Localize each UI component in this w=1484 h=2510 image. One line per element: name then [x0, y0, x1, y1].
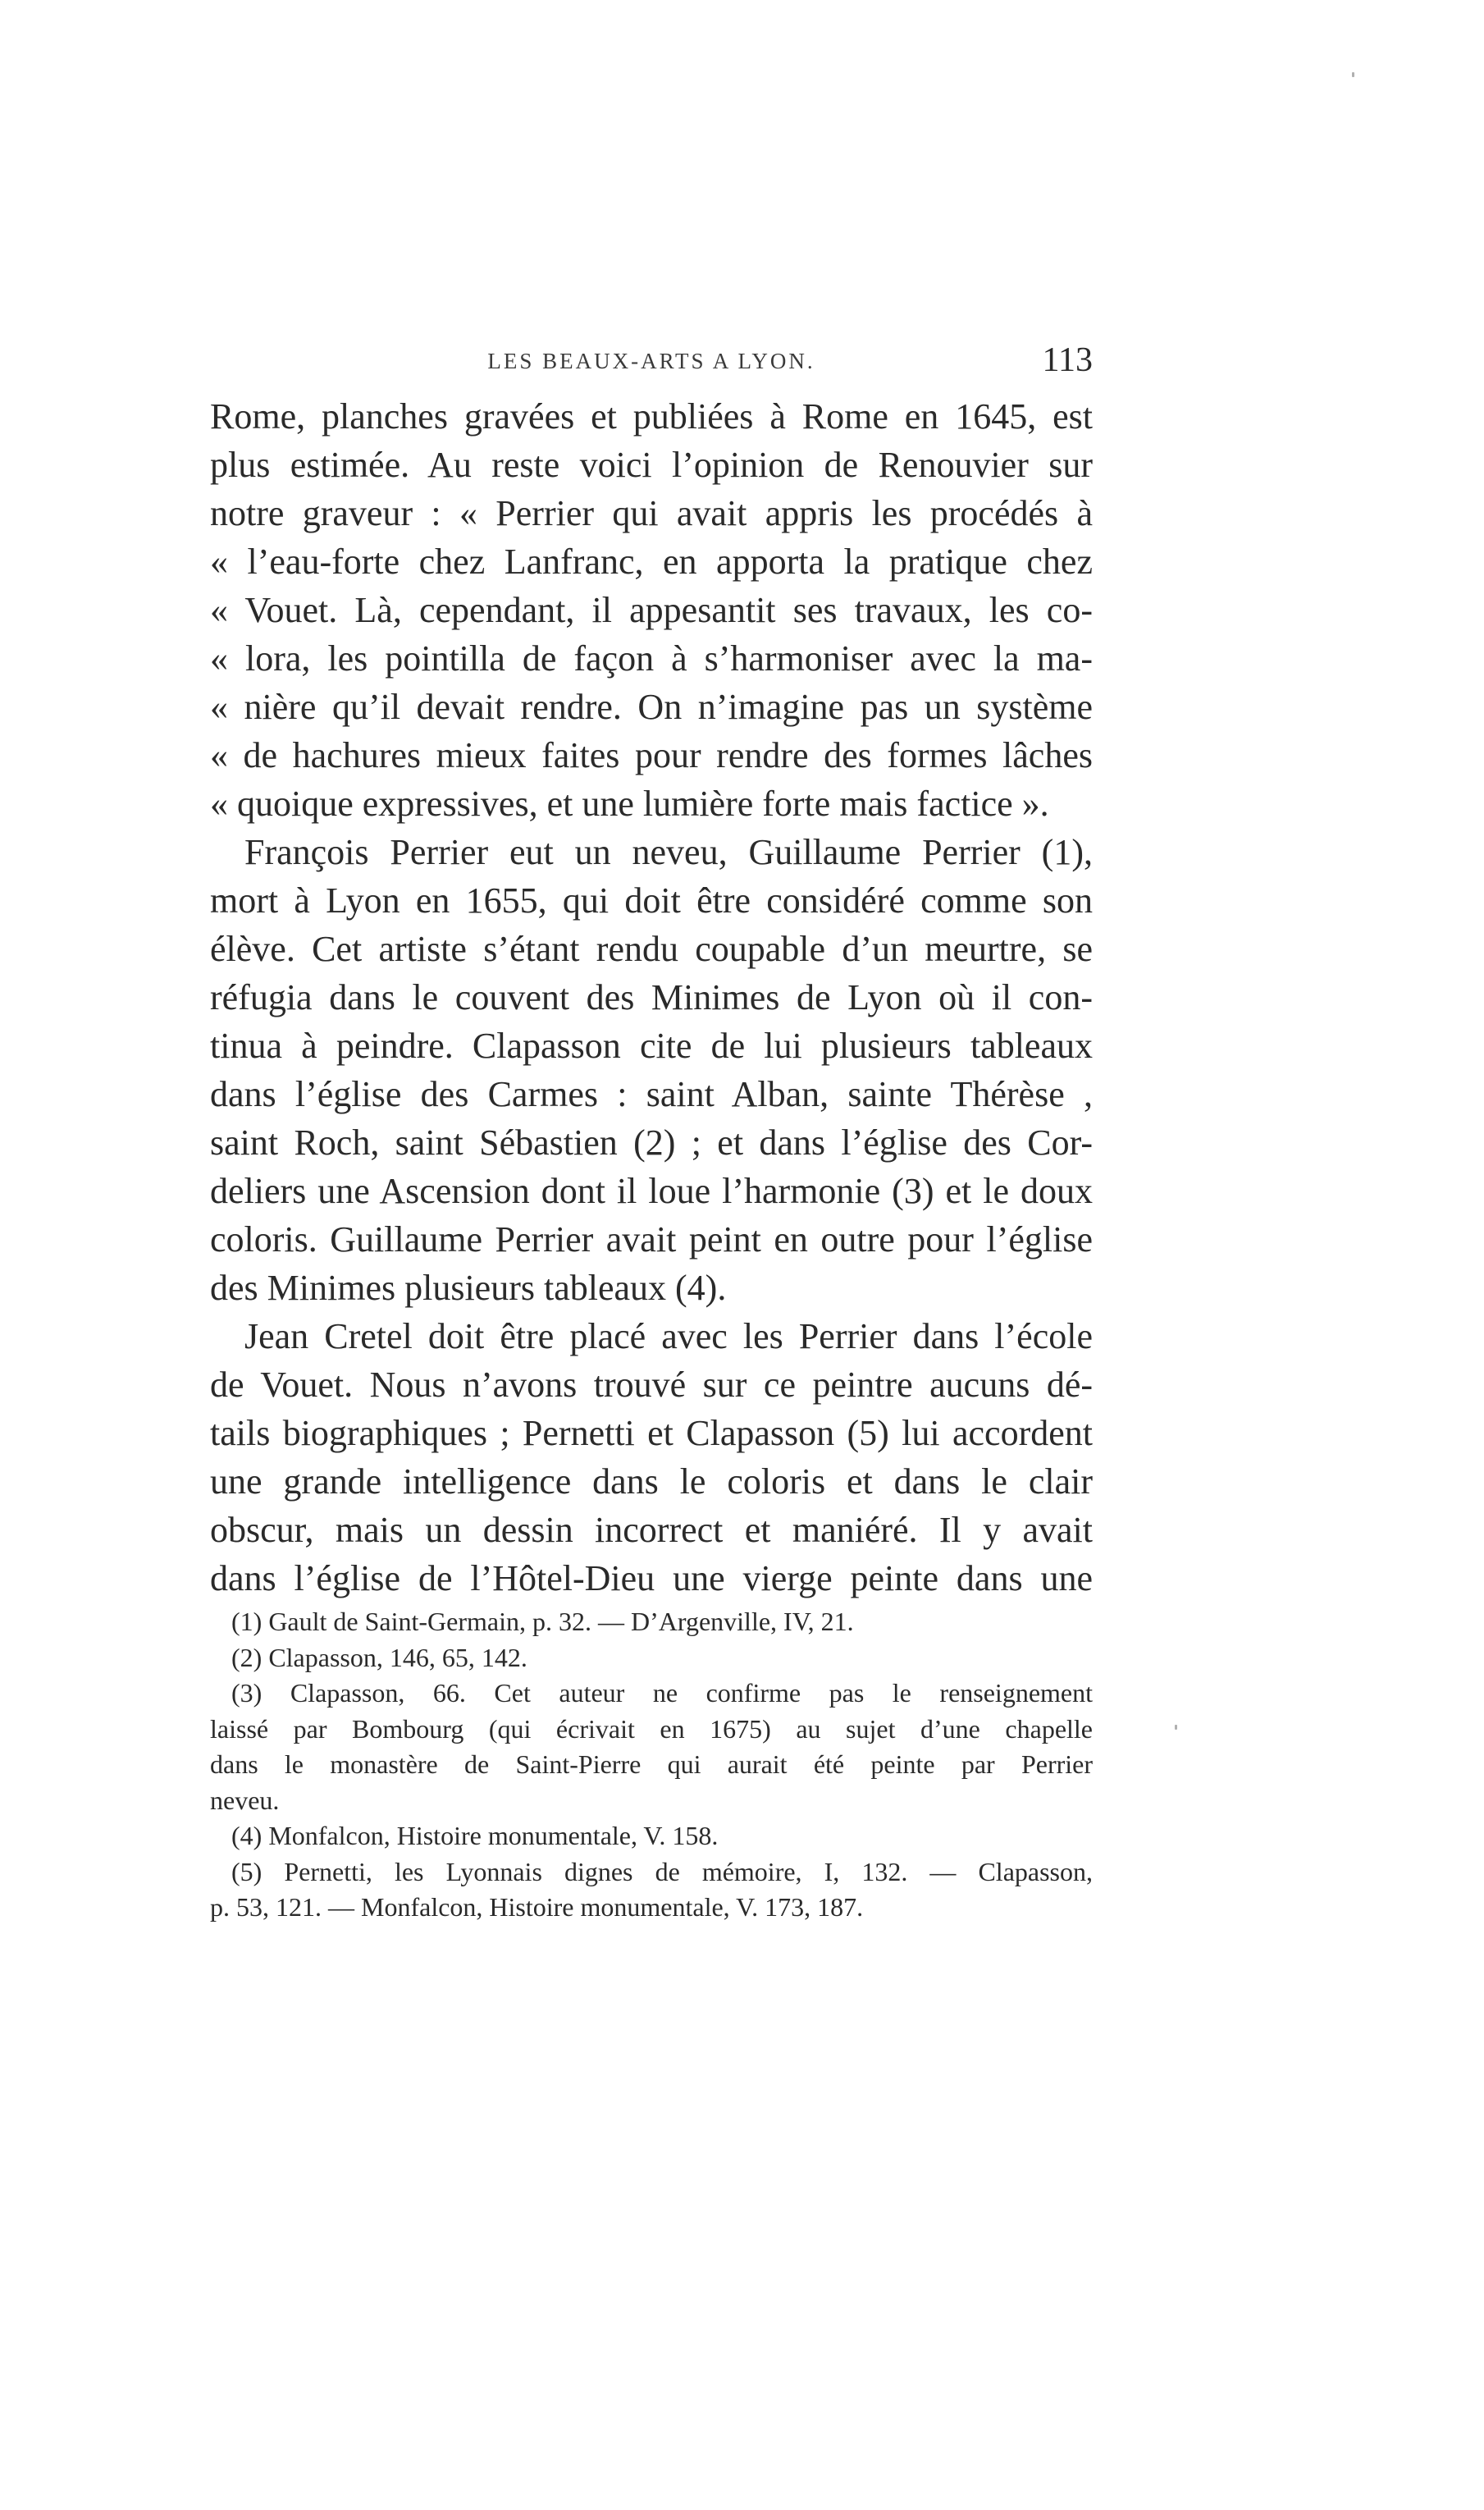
text-line: saint Roch, saint Sébastien (2) ; et dans l’église des Cor-	[210, 1122, 1093, 1163]
paragraph-start-line: François Perrier eut un neveu, Guillaume Perrier (1),	[244, 832, 1093, 872]
text-line: de Vouet. Nous n’avons trouvé sur ce peintre aucuns dé-	[210, 1365, 1093, 1405]
text-line: plus estimée. Au reste voici l’opinion de Renouvier sur	[210, 445, 1093, 485]
text-line: coloris. Guillaume Perrier avait peint en outre pour l’église	[210, 1219, 1093, 1260]
footnotes	[210, 1604, 1093, 1926]
text-line: dans l’église des Carmes : saint Alban, sainte Thérèse ,	[210, 1074, 1093, 1114]
text-line: « de hachures mieux faites pour rendre des formes lâches	[210, 735, 1093, 775]
scan-speck	[1175, 1725, 1177, 1730]
text-line: « Vouet. Là, cependant, il appesantit ses travaux, les co-	[210, 590, 1093, 630]
text-line: élève. Cet artiste s’étant rendu coupable d’un meurtre, se	[210, 929, 1093, 969]
footnote-line: dans le monastère de Saint-Pierre qui aurait été peinte par Perrier	[210, 1749, 1093, 1779]
text-line: une grande intelligence dans le coloris et dans le clair	[210, 1461, 1093, 1502]
text-line: deliers une Ascension dont il loue l’harmonie (3) et le doux	[210, 1171, 1093, 1211]
text-line: des Minimes plusieurs tableaux (4).	[210, 1268, 727, 1308]
running-title: LES BEAUX-ARTS A LYON.	[487, 349, 815, 373]
text-line: notre graveur : « Perrier qui avait appris les procédés à	[210, 493, 1093, 533]
footnote-line: (2) Clapasson, 146, 65, 142.	[231, 1642, 527, 1672]
footnote-line: (4) Monfalcon, Histoire monumentale, V. 158.	[231, 1821, 719, 1850]
body-text	[210, 392, 1093, 1602]
text-line: tinua à peindre. Clapasson cite de lui plusieurs tableaux	[210, 1026, 1093, 1066]
text-line: « l’eau-forte chez Lanfranc, en apporta la pratique chez	[210, 542, 1093, 582]
scan-speck	[1352, 72, 1354, 77]
footnote-line: (1) Gault de Saint-Germain, p. 32. — D’Argenville, IV, 21.	[231, 1607, 854, 1636]
page-number: 113	[1042, 341, 1093, 379]
text-line: « quoique expressives, et une lumière forte mais factice ».	[210, 784, 1049, 824]
footnote-line: (3) Clapasson, 66. Cet auteur ne confirme pas le renseignement	[231, 1678, 1093, 1708]
footnote-line: (5) Pernetti, les Lyonnais dignes de mémoire, I, 132. — Clapasson,	[231, 1856, 1093, 1886]
text-line: obscur, mais un dessin incorrect et maniéré. Il y avait	[210, 1510, 1093, 1550]
text-line: « lora, les pointilla de façon à s’harmoniser avec la ma-	[210, 638, 1093, 679]
text-line: Rome, planches gravées et publiées à Rome en 1645, est	[210, 396, 1093, 437]
text-line: dans l’église de l’Hôtel-Dieu une vierge peinte dans une	[210, 1558, 1093, 1598]
footnote-line: p. 53, 121. — Monfalcon, Histoire monumentale, V. 173, 187.	[210, 1892, 864, 1922]
text-line: mort à Lyon en 1655, qui doit être considéré comme son	[210, 880, 1093, 921]
paragraph-start-line: Jean Cretel doit être placé avec les Perrier dans l’école	[244, 1316, 1093, 1356]
running-head	[210, 341, 1093, 390]
footnote-line: neveu.	[210, 1785, 280, 1815]
text-line: « nière qu’il devait rendre. On n’imagine pas un système	[210, 687, 1093, 727]
text-line: réfugia dans le couvent des Minimes de Lyon où il con-	[210, 977, 1093, 1017]
footnote-line: laissé par Bombourg (qui écrivait en 1675) au sujet d’une chapelle	[210, 1713, 1093, 1744]
text-line: tails biographiques ; Pernetti et Clapasson (5) lui accordent	[210, 1413, 1093, 1453]
